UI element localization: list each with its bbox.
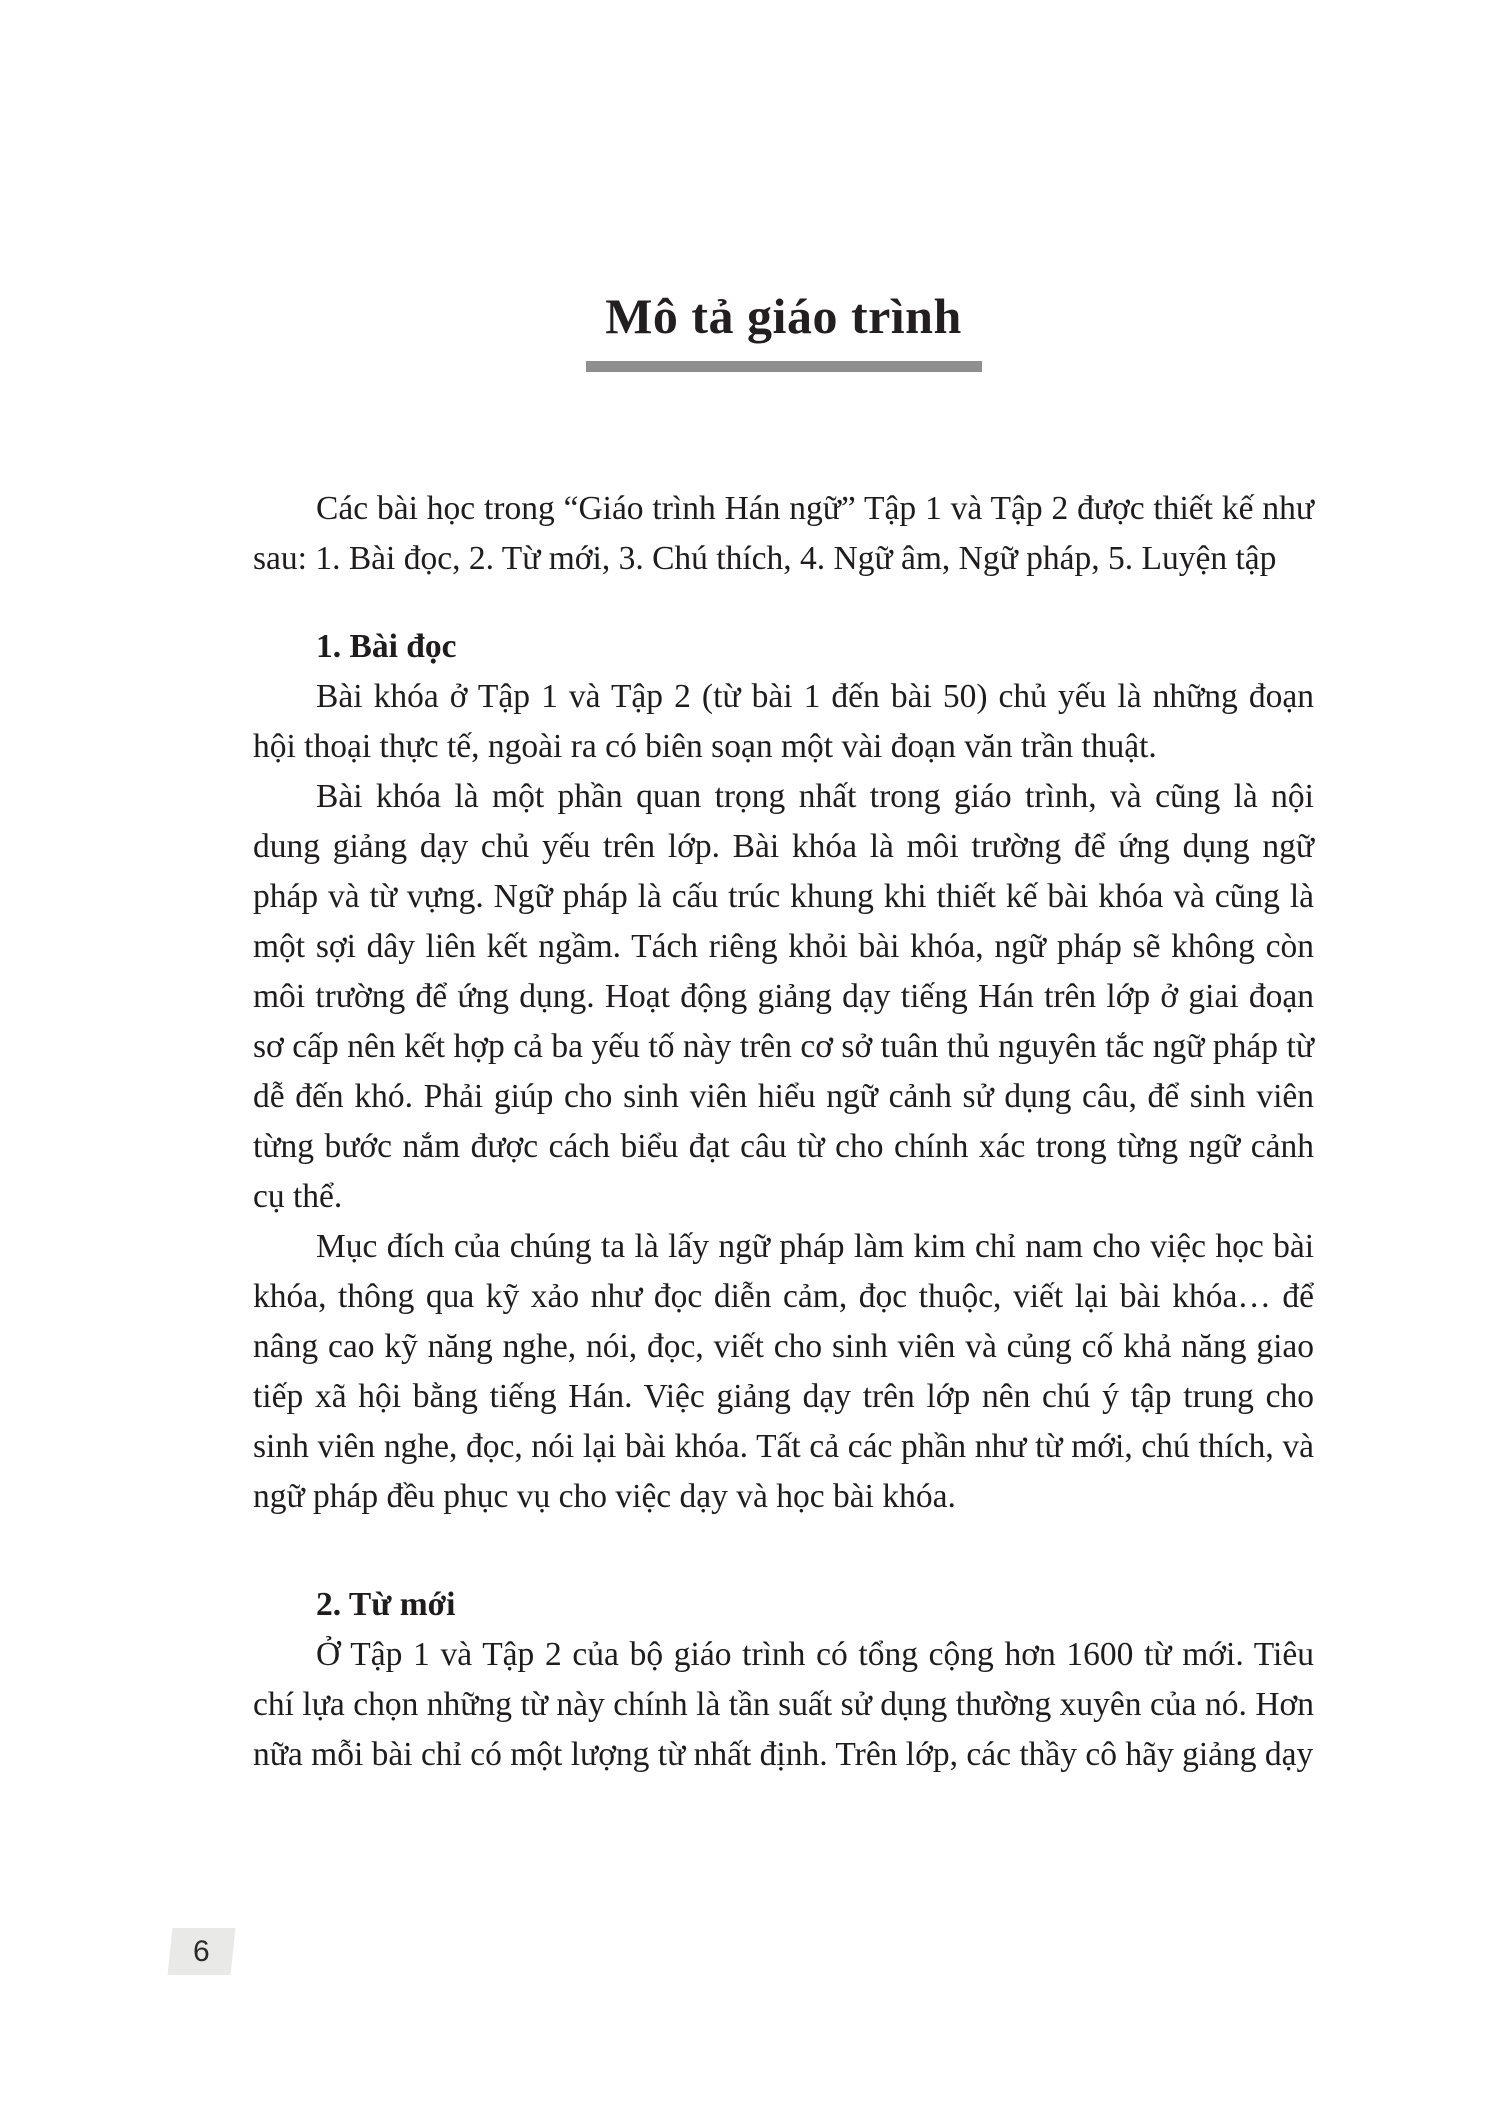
- section-heading-2: 2. Từ mới: [316, 1586, 456, 1623]
- page-number-tab: [168, 1928, 236, 1975]
- section-1-paragraph: Mục đích của chúng ta là lấy ngữ pháp làm kim chỉ nam cho việc học bài khóa, thông qua kỹ xảo như đọc diễn cảm, đọc thuộc, viết lại bài khóa… để nâng cao kỹ năng nghe, nói, đọc, viết cho sinh viên và củng cố khả năng giao tiếp xã hội bằng tiếng Hán. Việc giảng dạy trên lớp nên chú ý tập trung cho sinh viên nghe, đọc, nói lại bài khóa. Tất cả các phần như từ mới, chú thích, và ngữ pháp đều phục vụ cho việc dạy và học bài khóa.: [253, 1228, 1314, 1515]
- section-2-paragraph: Ở Tập 1 và Tập 2 của bộ giáo trình có tổng cộng hơn 1600 từ mới. Tiêu chí lựa chọn những từ này chính là tần suất sử dụng thường xuyên của nó. Hơn nữa mỗi bài chỉ có một lượng từ nhất định. Trên lớp, các thầy cô hãy giảng dạy: [253, 1636, 1314, 1773]
- intro-paragraph: Các bài học trong “Giáo trình Hán ngữ” Tập 1 và Tập 2 được thiết kế như sau: 1. Bài đọc, 2. Từ mới, 3. Chú thích, 4. Ngữ âm, Ngữ pháp, 5. Luyện tập: [253, 490, 1314, 577]
- text-column: [253, 0, 1314, 1780]
- title-underline-bar: [586, 361, 982, 372]
- page-title: Mô tả giáo trình: [605, 288, 962, 344]
- body-text: [253, 484, 1314, 1780]
- section-1-paragraph: Bài khóa là một phần quan trọng nhất trong giáo trình, và cũng là nội dung giảng dạy chủ yếu trên lớp. Bài khóa là môi trường để ứng dụng ngữ pháp và từ vựng. Ngữ pháp là cấu trúc khung khi thiết kế bài khóa và cũng là một sợi dây liên kết ngầm. Tách riêng khỏi bài khóa, ngữ pháp sẽ không còn môi trường để ứng dụng. Hoạt động giảng dạy tiếng Hán trên lớp ở giai đoạn sơ cấp nên kết hợp cả ba yếu tố này trên cơ sở tuân thủ nguyên tắc ngữ pháp từ dễ đến khó. Phải giúp cho sinh viên hiểu ngữ cảnh sử dụng câu, để sinh viên từng bước nắm được cách biểu đạt câu từ cho chính xác trong từng ngữ cảnh cụ thể.: [253, 778, 1314, 1215]
- section-heading-1: 1. Bài đọc: [316, 628, 457, 665]
- section-1-paragraph: Bài khóa ở Tập 1 và Tập 2 (từ bài 1 đến bài 50) chủ yếu là những đoạn hội thoại thực tế, ngoài ra có biên soạn một vài đoạn văn trần thuật.: [253, 678, 1314, 765]
- page-number: 6: [193, 1934, 210, 1968]
